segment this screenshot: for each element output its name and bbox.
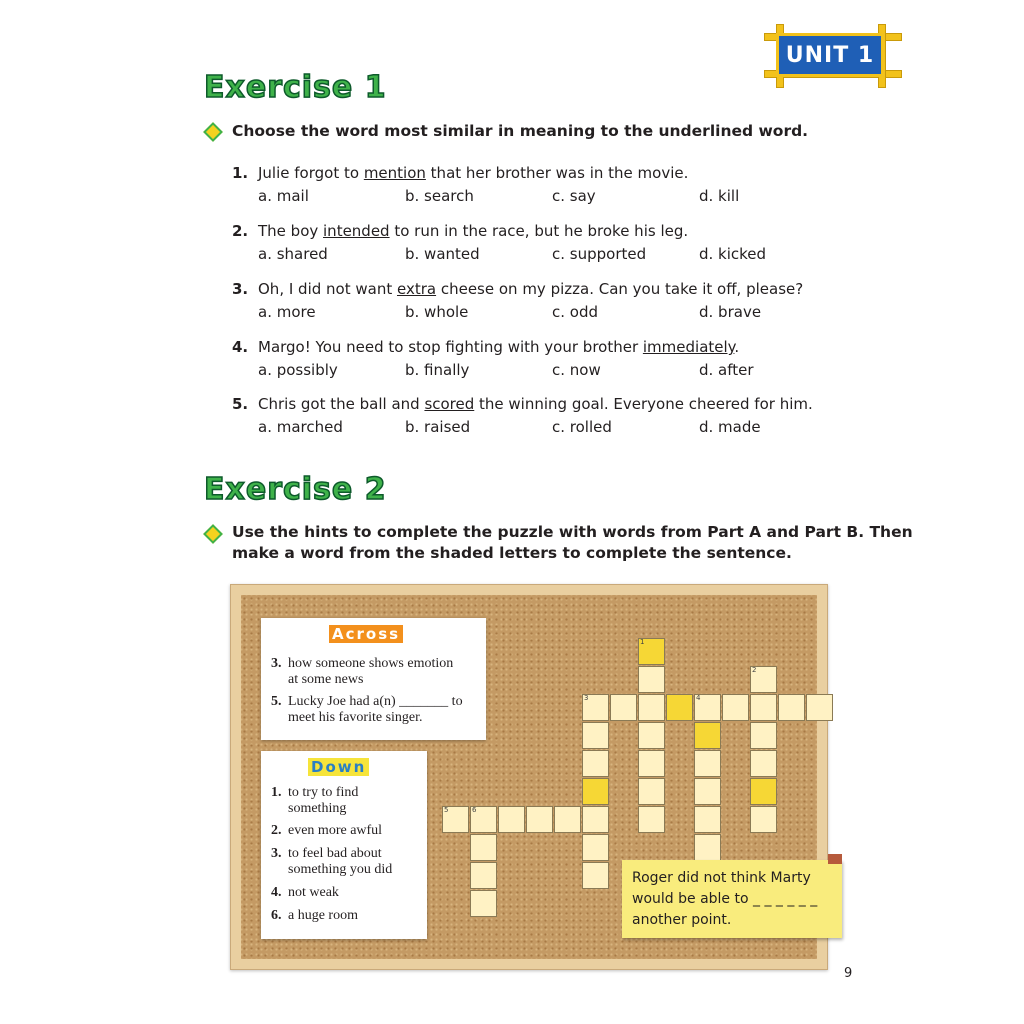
crossword-cell[interactable] — [526, 806, 553, 833]
underlined-word: extra — [396, 280, 437, 298]
crossword-cell[interactable] — [638, 750, 665, 777]
question-stem: Oh, I did not want extra cheese on my pizza. Can you take it off, please? — [258, 280, 804, 298]
bullet-diamond-icon — [203, 122, 223, 142]
crossword-cell-shaded[interactable] — [582, 778, 609, 805]
exercise-1-title: Exercise 1 — [204, 70, 387, 105]
answer-option[interactable]: a. shared — [258, 245, 328, 263]
question-number: 4. — [232, 338, 249, 356]
exercise-1-instruction: Choose the word most similar in meaning to the underlined word. — [232, 122, 809, 140]
crossword-cell[interactable] — [638, 778, 665, 805]
answer-option[interactable]: d. after — [699, 361, 754, 379]
crossword-cell[interactable] — [582, 722, 609, 749]
crossword-cell[interactable] — [694, 750, 721, 777]
answer-option[interactable]: c. odd — [552, 303, 599, 321]
crossword-cell-shaded[interactable] — [750, 778, 777, 805]
question-2 — [232, 220, 832, 266]
answer-option[interactable]: c. say — [552, 187, 596, 205]
question-3 — [232, 278, 832, 324]
cell-number: 2 — [752, 666, 757, 674]
crossword-cell-shaded[interactable] — [638, 638, 665, 665]
exercise-2-instruction — [232, 522, 913, 564]
crossword-cell[interactable] — [806, 694, 833, 721]
underlined-word: mention — [363, 164, 426, 182]
question-number: 3. — [232, 280, 249, 298]
answer-option[interactable]: a. possibly — [258, 361, 338, 379]
question-4 — [232, 336, 832, 382]
crossword-cell-shaded[interactable] — [694, 722, 721, 749]
answer-option[interactable]: d. kicked — [699, 245, 767, 263]
crossword-cell[interactable] — [638, 666, 665, 693]
answer-option[interactable]: b. raised — [405, 418, 471, 436]
unit-label: UNIT 1 — [776, 33, 884, 77]
answer-option[interactable]: d. kill — [699, 187, 740, 205]
underlined-word: scored — [424, 395, 475, 413]
crossword-cell[interactable] — [470, 862, 497, 889]
answer-option[interactable]: c. supported — [552, 245, 647, 263]
note-tab — [828, 854, 842, 864]
sentence-text: Roger did not think Marty would be able to _ _ _ _ _ _ another point. — [632, 870, 818, 928]
crossword-cell[interactable] — [750, 722, 777, 749]
crossword-cell[interactable] — [750, 694, 777, 721]
instruction-line-1: Use the hints to complete the puzzle with words from Part A and Part B. Then — [232, 523, 913, 541]
crossword-cell[interactable] — [554, 806, 581, 833]
crossword-cell[interactable] — [750, 806, 777, 833]
answer-option[interactable]: b. search — [405, 187, 474, 205]
bullet-diamond-icon — [203, 524, 223, 544]
instruction-line-2: make a word from the shaded letters to complete the sentence. — [232, 544, 792, 562]
crossword-cell[interactable] — [582, 694, 609, 721]
answer-option[interactable]: a. marched — [258, 418, 343, 436]
underlined-word: immediately — [642, 338, 735, 356]
answer-option[interactable]: a. mail — [258, 187, 309, 205]
across-heading: Across — [329, 625, 403, 643]
down-clues-card: Down 1. to try to find something 2. even more awful 3. to feel bad about something you did 4. not weak 6. a huge room — [261, 751, 427, 939]
cell-number: 6 — [472, 806, 477, 814]
crossword-cell[interactable] — [470, 890, 497, 917]
crossword-cell[interactable] — [498, 806, 525, 833]
sentence-note — [622, 860, 842, 938]
crossword-cell[interactable] — [582, 862, 609, 889]
crossword-cell[interactable] — [582, 750, 609, 777]
answer-option[interactable]: d. brave — [699, 303, 762, 321]
exercise-2-title: Exercise 2 — [204, 472, 387, 507]
question-number: 5. — [232, 395, 249, 413]
crossword-cell[interactable] — [750, 750, 777, 777]
crossword-cell[interactable] — [750, 666, 777, 693]
page-number: 9 — [844, 966, 853, 981]
unit-badge — [764, 24, 900, 86]
cell-number: 1 — [640, 638, 645, 646]
question-stem: Margo! You need to stop fighting with your brother immediately. — [258, 338, 740, 356]
down-heading: Down — [308, 758, 369, 776]
answer-option[interactable]: b. wanted — [405, 245, 480, 263]
crossword-cell[interactable] — [582, 834, 609, 861]
answer-option[interactable]: c. now — [552, 361, 601, 379]
crossword-cell[interactable] — [694, 806, 721, 833]
answer-option[interactable]: b. whole — [405, 303, 469, 321]
cell-number: 5 — [444, 806, 449, 814]
crossword-cell[interactable] — [778, 694, 805, 721]
answer-option[interactable]: b. finally — [405, 361, 470, 379]
crossword-cell[interactable] — [470, 834, 497, 861]
crossword-cell[interactable] — [694, 778, 721, 805]
crossword-cell[interactable] — [694, 834, 721, 861]
crossword-cell[interactable] — [638, 694, 665, 721]
across-clues-card: Across 3. how someone shows emotion at some news 5. Lucky Joe had a(n) _______ to meet his favorite singer. — [261, 618, 486, 740]
question-stem: Chris got the ball and scored the winning goal. Everyone cheered for him. — [258, 395, 813, 413]
crossword-cell[interactable] — [610, 694, 637, 721]
answer-option[interactable]: d. made — [699, 418, 761, 436]
answer-option[interactable]: a. more — [258, 303, 316, 321]
crossword-cell[interactable] — [638, 806, 665, 833]
crossword-cell[interactable] — [582, 806, 609, 833]
underlined-word: intended — [323, 222, 390, 240]
crossword-cell-shaded[interactable] — [666, 694, 693, 721]
question-stem: Julie forgot to mention that her brother was in the movie. — [258, 164, 689, 182]
crossword-cell[interactable] — [722, 694, 749, 721]
question-5 — [232, 393, 832, 439]
cell-number: 4 — [696, 694, 701, 702]
question-number: 1. — [232, 164, 249, 182]
crossword-cell[interactable] — [442, 806, 469, 833]
question-1 — [232, 162, 832, 208]
crossword-cell[interactable] — [638, 722, 665, 749]
question-number: 2. — [232, 222, 249, 240]
cell-number: 3 — [584, 694, 589, 702]
answer-option[interactable]: c. rolled — [552, 418, 612, 436]
crossword-cell[interactable] — [694, 694, 721, 721]
crossword-cell[interactable] — [470, 806, 497, 833]
question-stem: The boy intended to run in the race, but he broke his leg. — [258, 222, 689, 240]
